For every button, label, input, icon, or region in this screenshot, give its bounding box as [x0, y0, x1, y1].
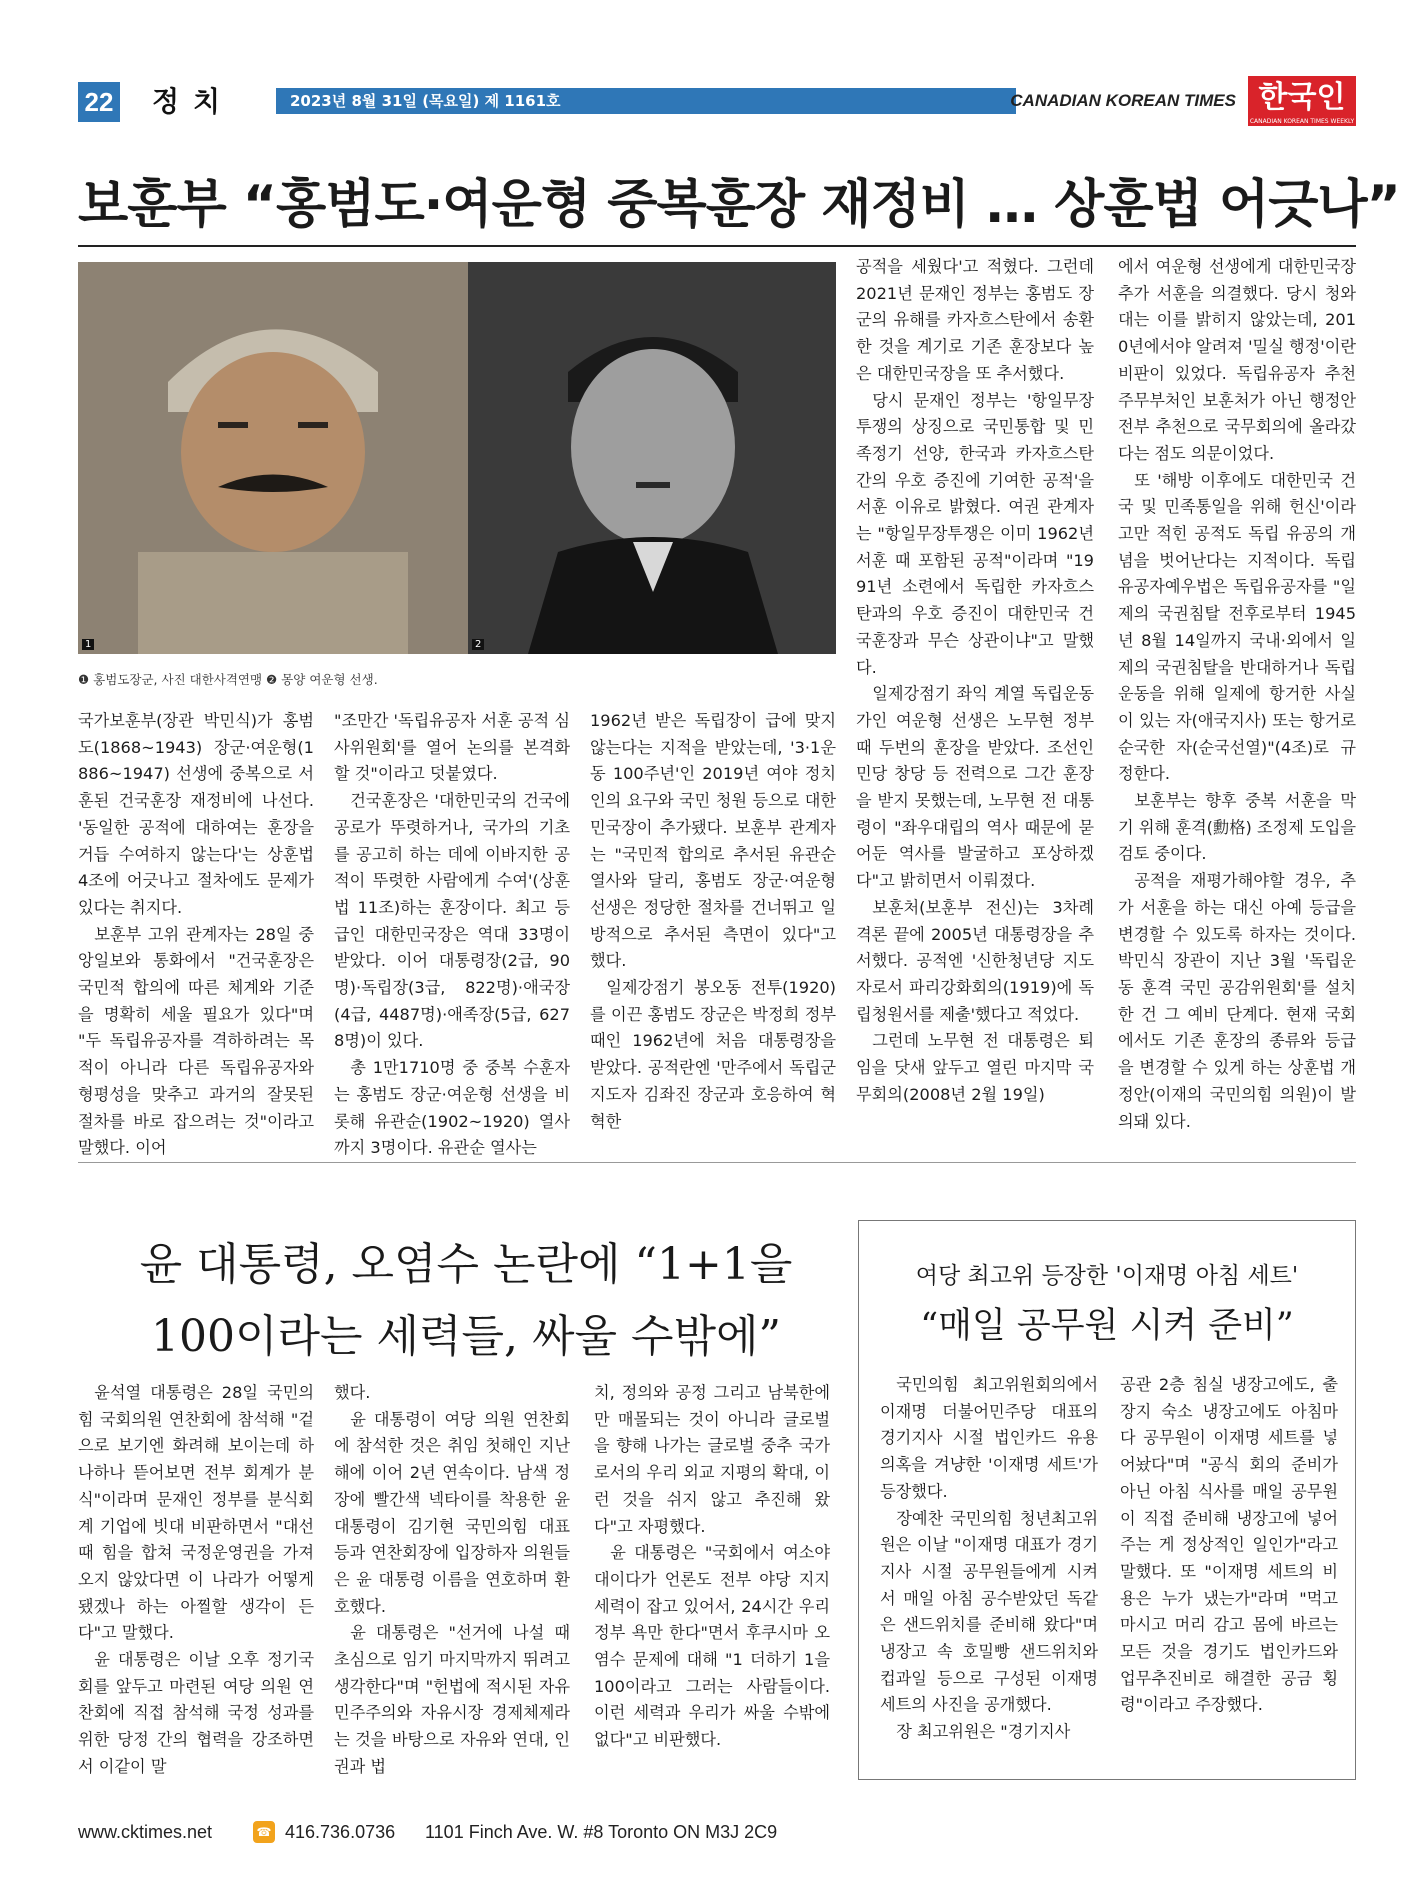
paragraph: 윤석열 대통령은 28일 국민의힘 국회의원 연찬회에 참석해 "겉으로 보기엔 화려해 보이는데 하나하나 뜯어보면 전부 회계가 분식"이라며 문재인 정부를 분식회계 기업에 빗대 비판하면서 "대선 때 힘을 합쳐 국정운영권을 가져오지 않았다면 이 나라가 어떻게 됐겠나 하는 아찔할 생각이 든다"고 말했다. [78, 1383, 314, 1643]
article2-column-1 [78, 1380, 314, 1781]
paragraph: 장예찬 국민의힘 청년최고위원은 이날 "이재명 대표가 경기지사 시절 공무원들에게 시켜서 매일 아침 공수받았던 독같은 샌드위치를 준비해 왔다"며 냉장고 속 호밀빵 샌드위치와 컵과일 등으로 구성된 이재명 세트의 사진을 공개했다. [880, 1508, 1098, 1715]
paragraph: 공관 2층 침실 냉장고에도, 출장지 숙소 냉장고에도 아침마다 공무원이 이재명 세트를 넣어놨다"며 "공식 회의 준비가 아닌 아침 식사를 매일 공무원이 직접 준비해 냉장고에 넣어주는 게 정상적인 일인가"라고 말했다. 또 "이재명 세트의 비용은 누가 냈는가"라며 "먹고 마시고 머리 감고 몸에 바르는 모든 것을 경기도 법인카드와 업무추진비로 해결한 공금 횡령"이라고 주장했다. [1120, 1375, 1338, 1715]
article1-column-2 [334, 708, 570, 1162]
paragraph: 그런데 노무현 전 대통령은 퇴임을 닷새 앞두고 열린 마지막 국무회의(2008년 2월 19일) [856, 1031, 1094, 1104]
phone-icon: ☎ [253, 1821, 275, 1843]
article1-column-4 [856, 254, 1094, 1109]
photo2-number: 2 [472, 639, 484, 650]
paragraph: 에서 여운형 선생에게 대한민국장 추가 서훈을 의결했다. 당시 청와대는 이를 밝히지 않았는데, 2010년에서야 알려져 '밀실 행정'이란 비판이 있었다. 독립유공자 추천 주무부처인 보훈처가 아닌 행정안전부 추천으로 국무회의에 올라갔다는 점도 의문이었다. [1118, 257, 1356, 463]
paragraph: 보훈부 고위 관계자는 28일 중앙일보와 통화에서 "건국훈장은 국민적 합의에 따른 체계와 기준을 명확히 세울 필요가 있다"며 "두 독립유공자를 격하하려는 목적이 아니라 다른 독립유공자와 형평성을 맞추고 과거의 잘못된 절차를 바로 잡으려는 것"이라고 말했다. 이어 [78, 924, 314, 1158]
photo-hong-beom-do [78, 262, 468, 654]
headline-rule [78, 245, 1356, 247]
paragraph: 공적을 세웠다'고 적혔다. 그런데 2021년 문재인 정부는 홍범도 장군의 유해를 카자흐스탄에서 송환한 것을 계기로 기존 훈장보다 높은 대한민국장을 또 추서했다. [856, 257, 1094, 383]
portrait-1-illustration [78, 262, 468, 654]
paragraph: 윤 대통령이 여당 의원 연찬회에 참석한 것은 취임 첫해인 지난해에 이어 2년 연속이다. 남색 정장에 빨간색 넥타이를 착용한 윤 대통령이 김기현 국민의힘 대표 등과 연찬회장에 입장하자 의원들은 윤 대통령 이름을 연호하며 환호했다. [334, 1409, 570, 1616]
article3-column-1 [880, 1372, 1098, 1746]
paragraph: 총 1만1710명 중 중복 수훈자는 홍범도 장군·여운형 선생을 비롯해 유관순(1902~1920) 열사까지 3명이다. 유관순 열사는 [334, 1058, 570, 1158]
page-number: 22 [78, 82, 120, 122]
article1-column-1 [78, 708, 314, 1162]
footer-website[interactable]: www.cktimes.net [78, 1822, 213, 1842]
photo1-number: 1 [82, 639, 94, 650]
paragraph: 국가보훈부(장관 박민식)가 홍범도(1868~1943) 장군·여운형(1886~1947) 선생에 중복으로 서훈된 건국훈장 재정비에 나선다. '동일한 공적에 대하여는 훈장을 거듭 수여하지 않는다'는 상훈법 4조에 어긋나고 절차에도 문제가 있다는 취지다. [78, 711, 314, 917]
paragraph: 건국훈장은 '대한민국의 건국에 공로가 뚜렷하거나, 국가의 기초를 공고히 하는 데에 이바지한 공적이 뚜렷한 사람에게 수여'(상훈법 11조)하는 훈장이다. 최고 등급인 대한민국장은 역대 33명이 받았다. 이어 대통령장(2급, 90명)·독립장(3급, 822명)·애국장(4급, 4487명)·애족장(5급, 6278명)이 있다. [334, 791, 570, 1051]
article2-headline-line2: 100이라는 세력들, 싸울 수밖에” [151, 1311, 781, 1362]
issue-date: 2023년 8월 31일 (목요일) 제 1161호 [290, 92, 561, 110]
paper-logo: 한국인 [1248, 76, 1356, 126]
article2-headline-line1: 윤 대통령, 오염수 논란에 “1+1을 [139, 1239, 793, 1290]
paper-name-english: CANADIAN KOREAN TIMES [1010, 91, 1236, 110]
footer-address: 1101 Finch Ave. W. #8 Toronto ON M3J 2C9 [425, 1822, 778, 1842]
paragraph: 일제강점기 봉오동 전투(1920)를 이끈 홍범도 장군은 박정희 정부 때인 1962년에 처음 대통령장을 받았다. 공적란엔 '만주에서 독립군 지도자 김좌진 장군과 호응하여 혁혁한 [590, 978, 836, 1131]
paragraph: 장 최고위원은 "경기지사 [896, 1722, 1071, 1742]
paragraph: 공적을 재평가해야할 경우, 추가 서훈을 하는 대신 아예 등급을 변경할 수 있도록 하자는 것이다. 박민식 장관이 지난 3월 '독립운동 훈격 국민 공감위원회'를 설치한 건 그 예비 단계다. 현재 국회에서도 기존 훈장의 종류와 등급을 변경할 수 있게 하는 상훈법 개정안(이재의 국민의힘 의원)이 발의돼 있다. [1118, 871, 1356, 1131]
paragraph: 윤 대통령은 "선거에 나설 때 초심으로 임기 마지막까지 뛰려고 생각한다"며 "헌법에 적시된 자유민주주의와 자유시장 경제체제라는 것을 바탕으로 자유와 연대, 인권과 법 [334, 1623, 570, 1776]
article1-headline: 보훈부 “홍범도·여운형 중복훈장 재정비 … 상훈법 어긋나” [78, 175, 1400, 235]
paper-logo-subtext: CANADIAN KOREAN TIMES WEEKLY [1249, 118, 1355, 125]
footer-phone: 416.736.0736 [285, 1822, 396, 1842]
article3-headline: “매일 공무원 시켜 준비” [920, 1306, 1294, 1346]
article1-column-3 [590, 708, 836, 1135]
paragraph: 1962년 받은 독립장이 급에 맞지 않는다는 지적을 받았는데, '3·1운동 100주년'인 2019년 여야 정치인의 요구와 국민 청원 등으로 대한민국장이 추가됐다. 보훈부 관계자는 "국민적 합의로 추서된 유관순 열사와 달리, 홍범도 장군·여운형 선생은 정당한 절차를 건너뛰고 일방적으로 추서된 측면이 있다"고 했다. [590, 711, 836, 971]
section-name: 정치 [152, 85, 235, 118]
photo-caption: ❶ 홍범도장군, 사진 대한사격연맹 ❷ 몽양 여운형 선생. [78, 672, 378, 687]
paragraph: 윤 대통령은 "국회에서 여소야대이다가 언론도 전부 야당 지지세력이 잡고 있어서, 24시간 우리 정부 욕만 한다"면서 후쿠시마 오염수 문제에 대해 "1 더하기 1을 100이라고 그러는 사람들이다. 이런 세력과 우리가 싸울 수밖에 없다"고 비판했다. [594, 1543, 830, 1750]
article1-column-5 [1118, 254, 1356, 1135]
paragraph: 치, 정의와 공정 그리고 남북한에만 매몰되는 것이 아니라 글로벌을 향해 나가는 글로벌 중추 국가로서의 우리 외교 지평의 확대, 이런 것을 쉬지 않고 추진해 왔다"고 자평했다. [594, 1383, 830, 1536]
portrait-2-illustration [468, 262, 836, 654]
paragraph: 윤 대통령은 이날 오후 정기국회를 앞두고 마련된 여당 의원 연찬회에 직접 참석해 국정 성과를 위한 당정 간의 협력을 강조하면서 이같이 말 [78, 1650, 314, 1776]
paragraph: 했다. [334, 1383, 371, 1402]
article-divider [78, 1162, 1356, 1163]
paragraph: "조만간 '독립유공자 서훈 공적 심사위원회'를 열어 논의를 본격화할 것"이라고 덧붙였다. [334, 711, 570, 784]
paragraph: 보훈부는 향후 중복 서훈을 막기 위해 훈격(勳格) 조정제 도입을 검토 중이다. [1118, 791, 1356, 864]
article3-subheadline: 여당 최고위 등장한 '이재명 아침 세트' [915, 1263, 1299, 1289]
paragraph: 당시 문재인 정부는 '항일무장투쟁의 상징으로 국민통합 및 민족정기 선양, 한국과 카자흐스탄 간의 우호 증진에 기여한 공적'을 서훈 이유로 밝혔다. 여권 관계자는 "항일무장투쟁은 이미 1962년 서훈 때 포함된 공적"이라며 "1991년 소련에서 독립한 카자흐스탄과의 우호 증진이 대한민국 건국훈장과 무슨 상관이냐"고 말했다. [856, 390, 1094, 677]
article2-column-2 [334, 1380, 570, 1781]
article3-column-2 [1120, 1372, 1338, 1719]
paragraph: 국민의힘 최고위원회의에서 이재명 더불어민주당 대표의 경기지사 시절 법인카드 유용 의혹을 겨냥한 '이재명 세트'가 등장했다. [880, 1375, 1098, 1501]
article2-column-3 [594, 1380, 830, 1754]
paragraph: 보훈처(보훈부 전신)는 3차례 격론 끝에 2005년 대통령장을 추서했다. 공적엔 '신한청년당 지도자로서 파리강화회의(1919)에 독립청원서를 제출'했다고 적었다. [856, 897, 1094, 1024]
paragraph: 일제강점기 좌익 계열 독립운동가인 여운형 선생은 노무현 정부 때 두번의 훈장을 받았다. 조선인민당 창당 등 전력으로 그간 훈장을 받지 못했는데, 노무현 전 대통령이 "좌우대립의 역사 때문에 묻어둔 역사를 발굴하고 포상하겠다"고 밝히면서 이뤄졌다. [856, 684, 1094, 891]
paragraph: 또 '해방 이후에도 대한민국 건국 및 민족통일을 위해 헌신'이라고만 적힌 공적도 독립 유공의 개념을 벗어난다는 지적이다. 독립유공자예우법은 독립유공자를 "일제의 국권침탈 전후로부터 1945년 8월 14일까지 국내·외에서 일제의 국권침탈을 반대하거나 독립운동을 위해 일제에 항거한 사실이 있는 자(애국지사) 또는 항거로 순국한 자(순국선열)"(4조)로 규정한다. [1118, 470, 1356, 784]
photo-yeo-un-hyeong [468, 262, 836, 654]
